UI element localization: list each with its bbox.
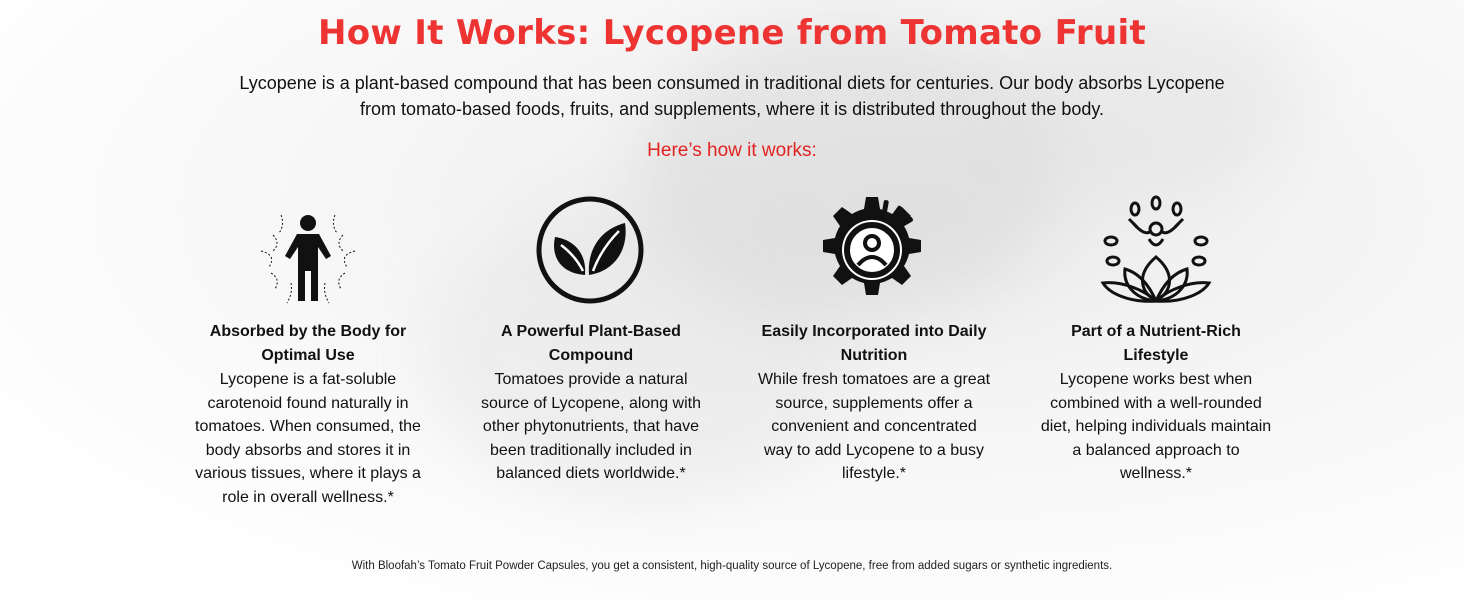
feature-card-lifestyle xyxy=(1038,320,1274,486)
feature-text: Lycopene is a fat-soluble carotenoid found naturally in tomatoes. When consumed, the body absorbs and stores it in various tissues, where it plays a role in overall wellness.* xyxy=(195,371,421,506)
feature-text: While fresh tomatoes are a great source, supplements offer a convenient and concentrated way to add Lycopene to a busy lifestyle.* xyxy=(757,371,991,482)
feature-card-daily-nutrition xyxy=(756,320,992,486)
feature-title: Part of a Nutrient-Rich Lifestyle xyxy=(1071,323,1241,364)
section-subheading: Here’s how it works: xyxy=(647,140,817,161)
feature-text: Lycopene works best when combined with a well-rounded diet, helping individuals maintain a balanced approach to wellness.* xyxy=(1040,371,1272,482)
feature-title: Easily Incorporated into Daily Nutrition xyxy=(761,323,987,364)
leaf-circle-icon xyxy=(533,193,647,307)
page-title: How It Works: Lycopene from Tomato Fruit xyxy=(318,13,1146,53)
gear-person-icon xyxy=(815,193,929,307)
feature-text: Tomatoes provide a natural source of Lycopene, along with other phytonutrients, that have been traditionally included in balanced diets worldwide.* xyxy=(481,371,701,482)
feature-title: A Powerful Plant-Based Compound xyxy=(501,323,681,364)
feature-card-plant-based xyxy=(473,320,709,486)
person-radiating-icon xyxy=(251,193,365,307)
footer-note: With Bloofah’s Tomato Fruit Powder Capsules, you get a consistent, high-quality source of Lycopene, free from added sugars or synthetic ingredients. xyxy=(351,560,1113,572)
feature-card-absorbed xyxy=(190,320,426,509)
lotus-person-icon xyxy=(1099,193,1213,307)
intro-paragraph: Lycopene is a plant-based compound that has been consumed in traditional diets for centuries. Our body absorbs Lycopene from tomato-based foods, fruits, and supplements, where it is distributed throughout the body. xyxy=(239,73,1225,119)
feature-title: Absorbed by the Body for Optimal Use xyxy=(209,323,407,364)
